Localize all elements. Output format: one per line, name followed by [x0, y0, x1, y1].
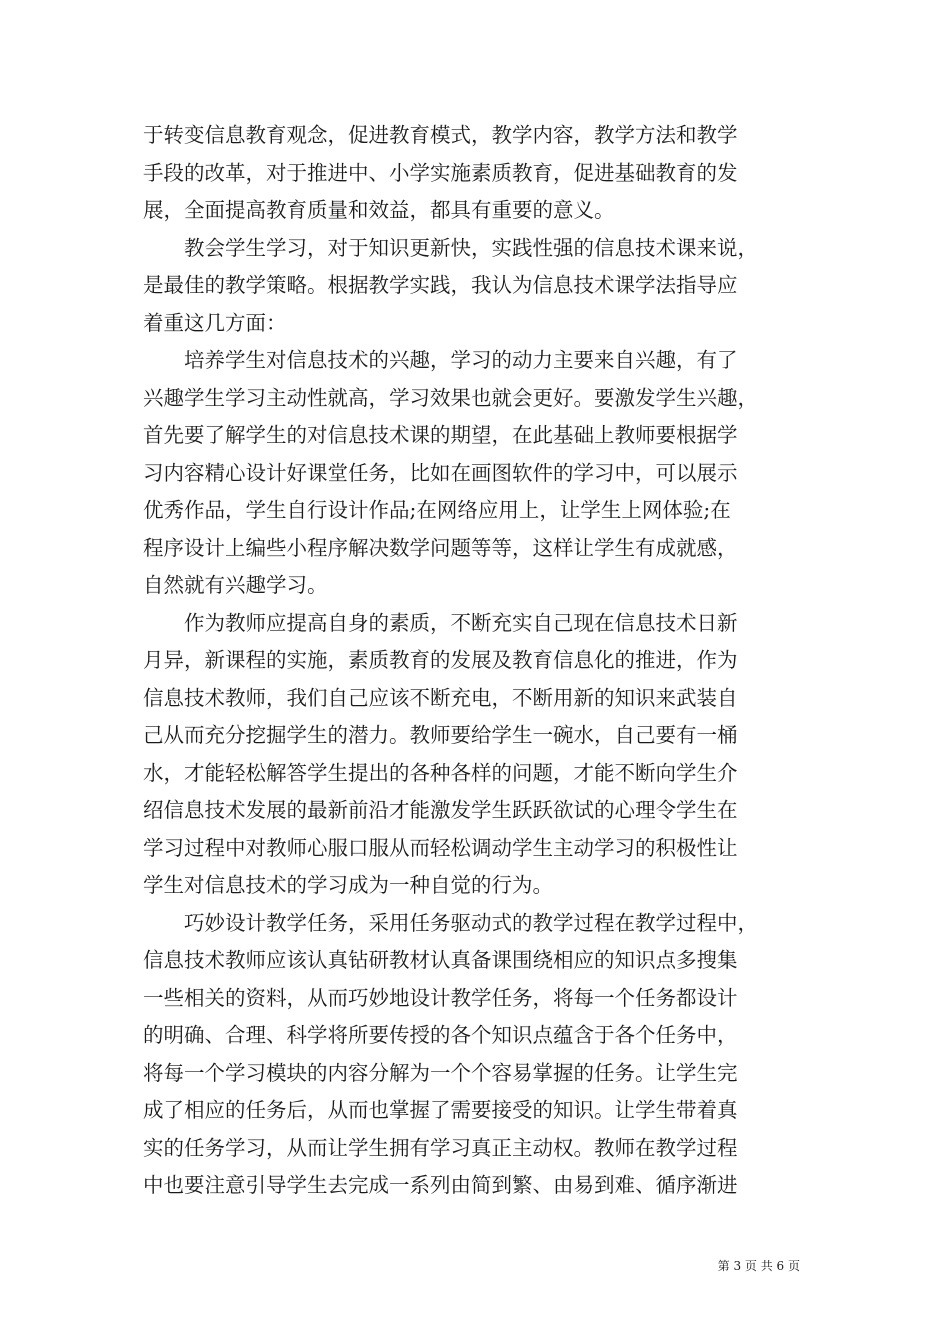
text-line: 自然就有兴趣学习。	[143, 573, 328, 597]
text-line: 兴趣学生学习主动性就高，学习效果也就会更好。要激发学生兴趣，	[143, 385, 758, 410]
text-line: 是最佳的教学策略。根据教学实践，我认为信息技术课学法指导应	[143, 273, 738, 297]
text-line: 程序设计上编些小程序解决数学问题等等，这样让学生有成就感，	[143, 535, 738, 560]
text-line: 成了相应的任务后，从而也掌握了需要接受的知识。让学生带着真	[143, 1098, 738, 1122]
page-number-footer: 第 3 页 共 6 页	[717, 1259, 800, 1273]
text-line: 习内容精心设计好课堂任务，比如在画图软件的学习中，可以展示	[143, 460, 738, 485]
paragraph-first-line: 教会学生学习，对于知识更新快，实践性强的信息技术课来说，	[184, 235, 758, 260]
text-line: 中也要注意引导学生去完成一系列由简到繁、由易到难、循序渐进	[143, 1173, 738, 1197]
text-line: 水，才能轻松解答学生提出的各种各样的问题，才能不断向学生介	[143, 760, 738, 785]
text-line: 学生对信息技术的学习成为一种自觉的行为。	[143, 873, 553, 897]
paragraph-first-line: 培养学生对信息技术的兴趣，学习的动力主要来自兴趣，有了	[184, 348, 738, 372]
text-line: 优秀作品，学生自行设计作品;在网络应用上，让学生上网体验;在	[143, 498, 731, 522]
text-line: 首先要了解学生的对信息技术课的期望，在此基础上教师要根据学	[143, 423, 738, 447]
text-line: 月异，新课程的实施，素质教育的发展及教育信息化的推进，作为	[143, 648, 738, 672]
text-line: 将每一个学习模块的内容分解为一个个容易掌握的任务。让学生完	[143, 1060, 738, 1085]
text-line: 于转变信息教育观念，促进教育模式，教学内容，教学方法和教学	[143, 123, 738, 147]
text-line: 的明确、合理、科学将所要传授的各个知识点蕴含于各个任务中，	[143, 1023, 738, 1047]
text-line: 学习过程中对教师心服口服从而轻松调动学生主动学习的积极性让	[143, 835, 738, 860]
text-line: 绍信息技术发展的最新前沿才能激发学生跃跃欲试的心理令学生在	[143, 798, 738, 822]
text-line: 信息技术教师，我们自己应该不断充电，不断用新的知识来武装自	[143, 685, 738, 710]
text-line: 展，全面提高教育质量和效益，都具有重要的意义。	[143, 198, 615, 222]
text-line: 实的任务学习，从而让学生拥有学习真正主动权。教师在教学过程	[143, 1135, 738, 1160]
text-line: 一些相关的资料，从而巧妙地设计教学任务，将每一个任务都设计	[143, 985, 738, 1010]
paragraph-first-line: 巧妙设计教学任务，采用任务驱动式的教学过程在教学过程中，	[184, 910, 758, 935]
text-line: 己从而充分挖掘学生的潜力。教师要给学生一碗水，自己要有一桶	[143, 723, 738, 747]
document-body	[143, 117, 811, 1205]
paragraph-first-line: 作为教师应提高自身的素质，不断充实自己现在信息技术日新	[184, 610, 738, 635]
text-line: 手段的改革，对于推进中、小学实施素质教育，促进基础教育的发	[143, 160, 738, 185]
text-line: 着重这几方面：	[143, 310, 287, 335]
text-line: 信息技术教师应该认真钻研教材认真备课围绕相应的知识点多搜集	[143, 948, 738, 972]
